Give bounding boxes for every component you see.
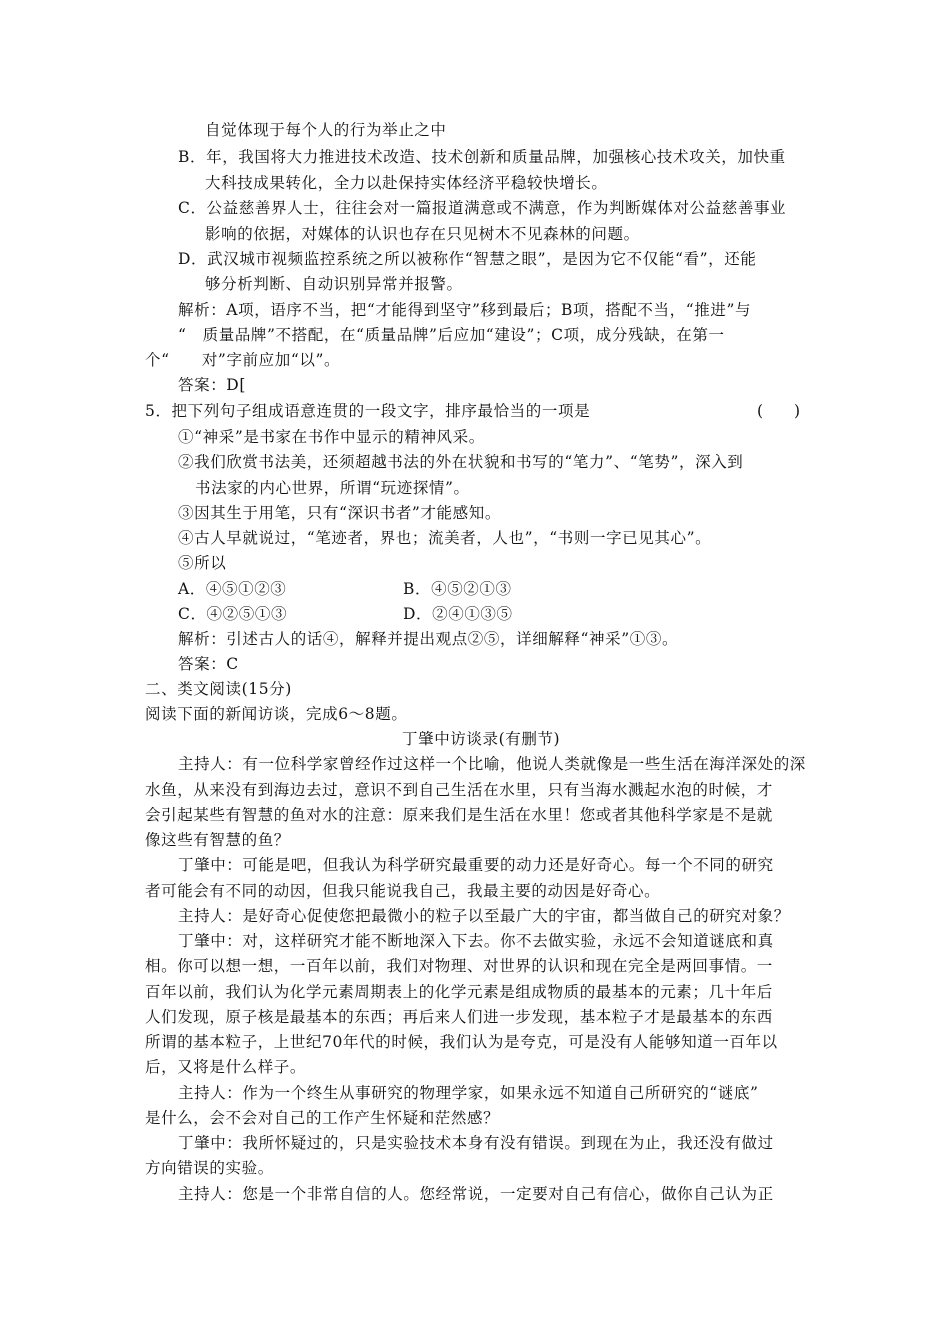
section-instruction: 阅读下面的新闻访谈，完成6～8题。 bbox=[145, 705, 408, 723]
q4-option-b-line2: 大科技成果转化，全力以赴保持实体经济平稳较快增长。 bbox=[205, 174, 608, 192]
q4-analysis-line2: “ 质量品牌”不搭配，在“质量品牌”后应加“建设”；C项，成分残缺，在第一 bbox=[178, 326, 725, 344]
q5-sentence-3: ③因其生于用笔，只有“深识书者”才能感知。 bbox=[178, 504, 501, 522]
article-line: 相。你可以想一想，一百年以前，我们对物理、对世界的认识和现在完全是两回事情。一 bbox=[145, 957, 773, 975]
article-line: 主持人：作为一个终生从事研究的物理学家，如果永远不知道自己所研究的“谜底” bbox=[178, 1084, 759, 1102]
article-line: 百年以前，我们认为化学元素周期表上的化学元素是组成物质的最基本的元素；几十年后 bbox=[145, 983, 773, 1001]
article-line: 丁肇中：可能是吧，但我认为科学研究最重要的动力还是好奇心。每一个不同的研究 bbox=[178, 856, 774, 874]
article-line: 主持人：是好奇心促使您把最微小的粒子以至最广大的宇宙，都当做自己的研究对象？ bbox=[178, 907, 790, 925]
article-title: 丁肇中访谈录(有删节) bbox=[402, 730, 561, 748]
q4-option-d-line2: 够分析判断、自动识别异常并报警。 bbox=[205, 275, 463, 293]
q5-sentence-5: ⑤所以 bbox=[178, 554, 227, 572]
q5-sentence-4: ④古人早就说过，“笔迹者，界也；流美者，人也”，“书则一字已见其心”。 bbox=[178, 529, 712, 547]
article-line: 主持人：有一位科学家曾经作过这样一个比喻，他说人类就像是一些生活在海洋深处的深 bbox=[178, 755, 806, 773]
q5-sentence-2-line1: ②我们欣赏书法美，还须超越书法的外在状貌和书写的“笔力”、“笔势”，深入到 bbox=[178, 453, 744, 471]
q5-option-a: A．④⑤①②③ bbox=[178, 580, 287, 598]
q4-analysis-line1: 解析：A项，语序不当，把“才能得到坚守”移到最后；B项，搭配不当，“推进”与 bbox=[178, 301, 752, 319]
article-line: 者可能会有不同的动因，但我只能说我自己，我最主要的动因是好奇心。 bbox=[145, 882, 661, 900]
q5-sentence-1: ①“神采”是书家在书作中显示的精神风采。 bbox=[178, 428, 485, 446]
q4-analysis-line3: 个“ 对”字前应加“以”。 bbox=[145, 351, 341, 369]
q5-sentence-2-line2: 书法家的内心世界，所谓“玩迹探情”。 bbox=[195, 479, 470, 497]
q4-option-c-line1: C．公益慈善界人士，往往会对一篇报道满意或不满意，作为判断媒体对公益慈善事业 bbox=[178, 199, 787, 217]
q5-answer: 答案：C bbox=[178, 655, 239, 673]
article-line: 方向错误的实验。 bbox=[145, 1159, 274, 1177]
q5-stem: 5．把下列句子组成语意连贯的一段文字，排序最恰当的一项是 bbox=[145, 402, 591, 420]
article-line: 丁肇中：对，这样研究才能不断地深入下去。你不去做实验，永远不会知道谜底和真 bbox=[178, 932, 774, 950]
q5-analysis: 解析：引述古人的话④，解释并提出观点②⑤，详细解释“神采”①③。 bbox=[178, 630, 679, 648]
q4-answer: 答案：D[ bbox=[178, 376, 246, 394]
article-line: 丁肇中：我所怀疑过的，只是实验技术本身有没有错误。到现在为止，我还没有做过 bbox=[178, 1134, 774, 1152]
article-line: 会引起某些有智慧的鱼对水的注意：原来我们是生活在水里！您或者其他科学家是不是就 bbox=[145, 806, 773, 824]
q5-option-b: B．④⑤②①③ bbox=[403, 580, 512, 598]
article-line: 是什么，会不会对自己的工作产生怀疑和茫然感？ bbox=[145, 1109, 500, 1127]
q4-option-b-line1: B．年，我国将大力推进技术改造、技术创新和质量品牌，加强核心技术攻关，加快重 bbox=[178, 148, 786, 166]
q4-option-c-line2: 影响的依据，对媒体的认识也存在只见树木不见森林的问题。 bbox=[205, 225, 640, 243]
q5-answer-bracket: ( ) bbox=[757, 402, 801, 420]
article-line: 人们发现，原子核是最基本的东西；再后来人们进一步发现，基本粒子才是最基本的东西 bbox=[145, 1008, 773, 1026]
article-line: 后，又将是什么样子。 bbox=[145, 1058, 307, 1076]
q5-option-c: C．④②⑤①③ bbox=[178, 605, 288, 623]
article-line: 所谓的基本粒子，上世纪70年代的时候，我们认为是夸克，可是没有人能够知道一百年以 bbox=[145, 1033, 778, 1051]
article-line: 像这些有智慧的鱼？ bbox=[145, 831, 290, 849]
article-line: 水鱼，从来没有到海边去过，意识不到自己生活在水里，只有当海水溅起水泡的时候，才 bbox=[145, 781, 773, 799]
q4-option-d-line1: D．武汉城市视频监控系统之所以被称作“智慧之眼”，是因为它不仅能“看”，还能 bbox=[178, 250, 757, 268]
section-heading: 二、类文阅读(15分) bbox=[145, 680, 292, 698]
q5-option-d: D．②④①③⑤ bbox=[403, 605, 513, 623]
q4-option-a-tail: 自觉体现于每个人的行为举止之中 bbox=[205, 121, 447, 139]
article-line: 主持人：您是一个非常自信的人。您经常说，一定要对自己有信心，做你自己认为正 bbox=[178, 1185, 774, 1203]
